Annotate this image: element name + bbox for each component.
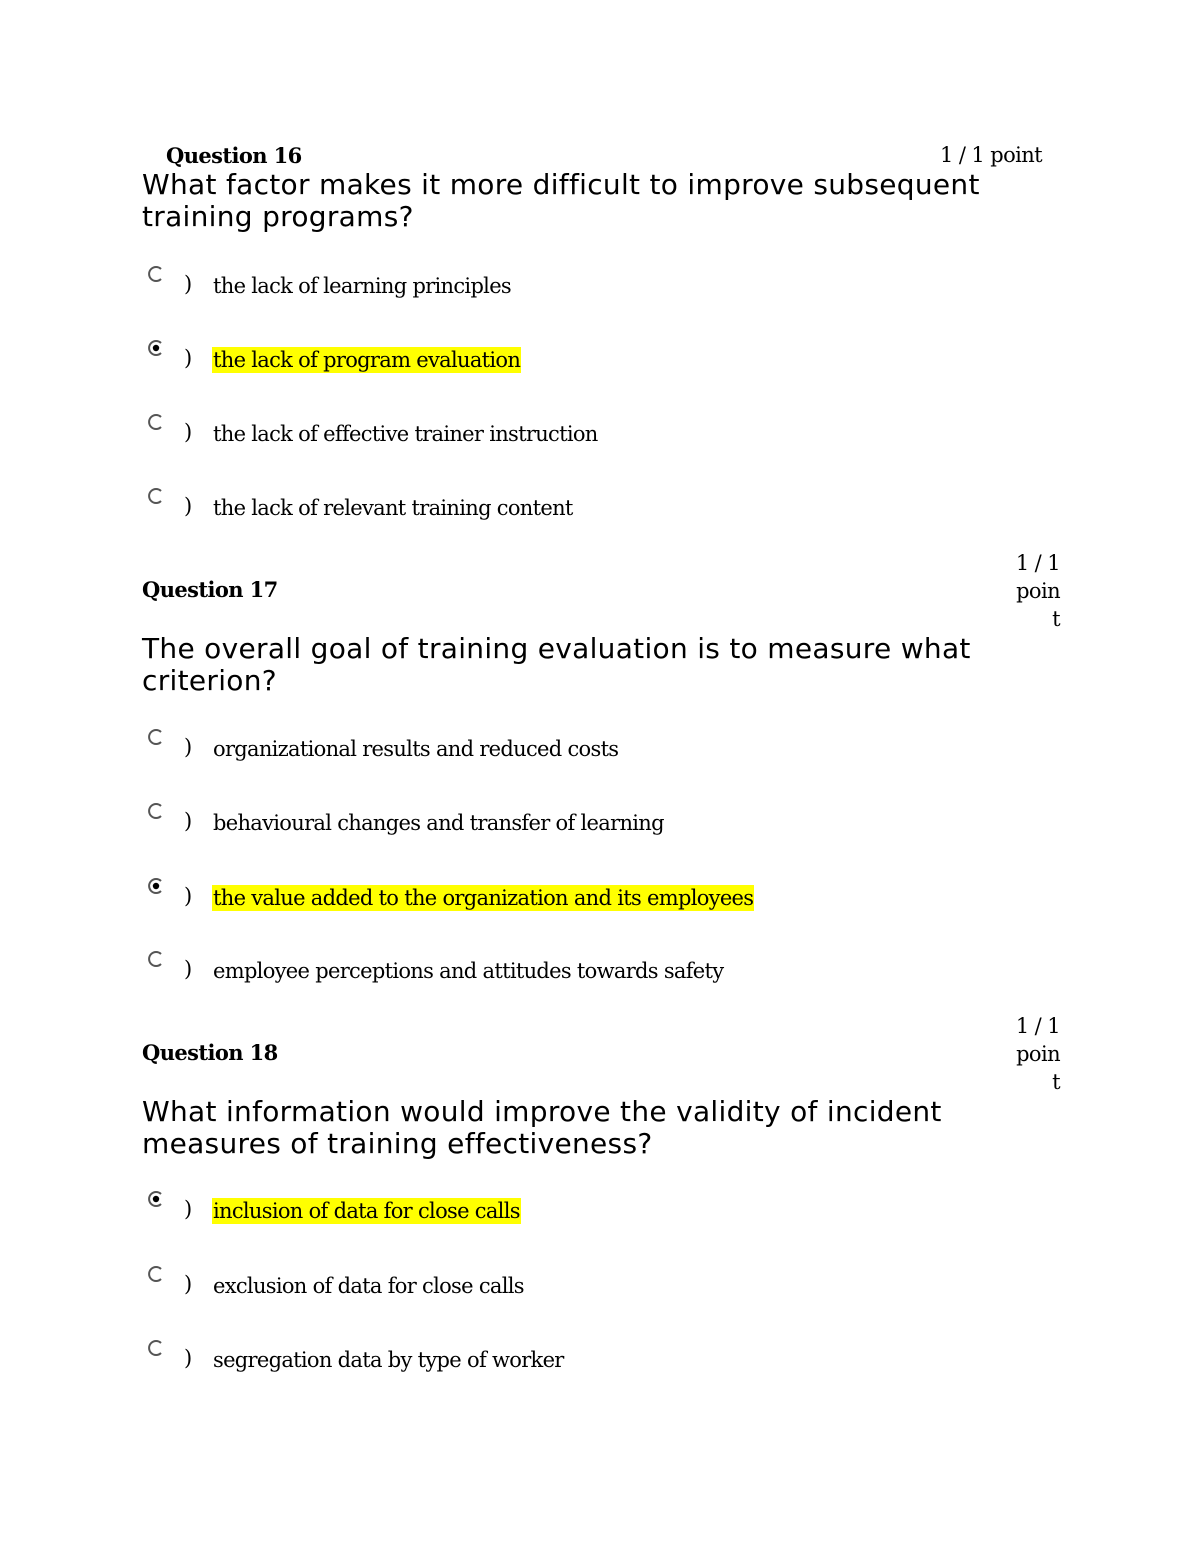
- answer-option[interactable]: [146, 727, 1046, 767]
- question-title: Question 17: [142, 577, 278, 602]
- radio-unchecked-icon[interactable]: [146, 486, 166, 506]
- option-marker-icon: ): [184, 1197, 193, 1221]
- radio-checked-icon[interactable]: [146, 876, 166, 896]
- radio-checked-icon[interactable]: [146, 1189, 166, 1209]
- points-line: poin: [1016, 1042, 1060, 1066]
- answer-option-label: the lack of relevant training content: [213, 496, 573, 520]
- option-marker-icon: ): [184, 346, 193, 370]
- option-marker-icon: ): [184, 1346, 193, 1370]
- radio-unchecked-icon[interactable]: [146, 1338, 166, 1358]
- points-line: t: [1052, 1070, 1060, 1094]
- radio-unchecked-icon[interactable]: [146, 264, 166, 284]
- option-marker-icon: ): [184, 1272, 193, 1296]
- answer-option-label: employee perceptions and attitudes towards safety: [213, 959, 724, 983]
- question-points: 1 / 1 point: [940, 143, 1042, 167]
- answer-option[interactable]: [146, 412, 1046, 452]
- answer-option-label: behavioural changes and transfer of learning: [213, 811, 664, 835]
- option-marker-icon: ): [184, 957, 193, 981]
- answer-option[interactable]: [146, 801, 1046, 841]
- answer-option-label: the value added to the organization and its employees: [213, 886, 754, 910]
- points-line: 1 / 1: [1015, 551, 1060, 575]
- answer-option[interactable]: [146, 264, 1046, 304]
- answer-option-label: organizational results and reduced costs: [213, 737, 619, 761]
- option-marker-icon: ): [184, 735, 193, 759]
- question-points: [996, 549, 1060, 633]
- answer-option[interactable]: [146, 486, 1046, 526]
- radio-unchecked-icon[interactable]: [146, 801, 166, 821]
- question-text: What information would improve the validity of incident measures of training effectiveness?: [142, 1095, 942, 1160]
- option-marker-icon: ): [184, 420, 193, 444]
- question-text: What factor makes it more difficult to improve subsequent training programs?: [142, 168, 980, 233]
- radio-unchecked-icon[interactable]: [146, 1264, 166, 1284]
- radio-checked-icon[interactable]: [146, 338, 166, 358]
- answer-option-label: inclusion of data for close calls: [213, 1199, 520, 1223]
- option-marker-icon: ): [184, 884, 193, 908]
- answer-option[interactable]: [146, 949, 1046, 989]
- question-text: The overall goal of training evaluation is to measure what criterion?: [142, 632, 971, 697]
- answer-option-selected[interactable]: [146, 1189, 1046, 1229]
- option-marker-icon: ): [184, 494, 193, 518]
- answer-option-selected[interactable]: [146, 876, 1046, 916]
- option-marker-icon: ): [184, 809, 193, 833]
- option-marker-icon: ): [184, 272, 193, 296]
- question-points: [996, 1012, 1060, 1096]
- radio-unchecked-icon[interactable]: [146, 949, 166, 969]
- points-line: 1 / 1: [1015, 1014, 1060, 1038]
- points-line: poin: [1016, 579, 1060, 603]
- answer-option[interactable]: [146, 1338, 1046, 1378]
- answer-option-selected[interactable]: [146, 338, 1046, 378]
- radio-unchecked-icon[interactable]: [146, 412, 166, 432]
- answer-option-label: the lack of effective trainer instruction: [213, 422, 598, 446]
- question-title: Question 18: [142, 1040, 278, 1065]
- answer-option-label: segregation data by type of worker: [213, 1348, 564, 1372]
- answer-option-label: exclusion of data for close calls: [213, 1274, 524, 1298]
- question-title: Question 16: [166, 143, 302, 168]
- answer-option-label: the lack of learning principles: [213, 274, 512, 298]
- radio-unchecked-icon[interactable]: [146, 727, 166, 747]
- points-line: t: [1052, 607, 1060, 631]
- answer-option-label: the lack of program evaluation: [213, 348, 521, 372]
- answer-option[interactable]: [146, 1264, 1046, 1304]
